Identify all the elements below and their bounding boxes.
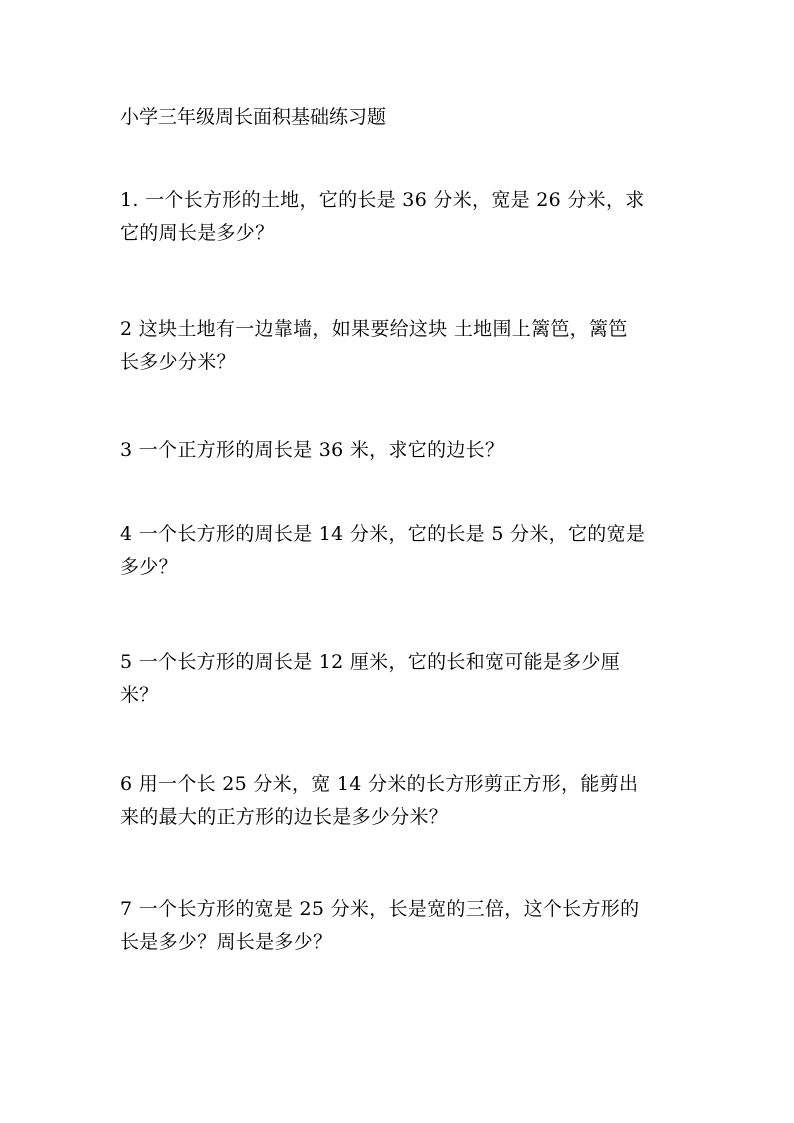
question-3	[120, 434, 680, 467]
question-2-line-2: 长多少分米？	[120, 351, 236, 373]
question-4-line-1: 4 一个长方形的周长是 14 分米，它的长是 5 分米，它的宽是	[120, 523, 646, 545]
question-7-line-2: 长是多少？周长是多少？	[120, 931, 333, 953]
question-1-line-1: 1. 一个长方形的土地，它的长是 36 分米，宽是 26 分米，求	[120, 189, 645, 211]
document-title: 小学三年级周长面积基础练习题	[120, 106, 387, 128]
question-6-line-2: 来的最大的正方形的边长是多少分米？	[120, 806, 449, 828]
question-7	[120, 893, 680, 959]
question-5	[120, 646, 680, 712]
question-1	[120, 184, 680, 250]
question-4-line-2: 多少？	[120, 556, 178, 578]
question-6-line-1: 6 用一个长 25 分米，宽 14 分米的长方形剪正方形，能剪出	[120, 773, 639, 795]
question-3-line-1: 3 一个正方形的周长是 36 米，求它的边长？	[120, 439, 505, 461]
question-2	[120, 313, 680, 379]
question-2-line-1: 2 这块土地有一边靠墙，如果要给这块 土地围上篱笆，篱笆	[120, 318, 628, 340]
question-5-line-2: 米？	[120, 684, 159, 706]
question-7-line-1: 7 一个长方形的宽是 25 分米，长是宽的三倍，这个长方形的	[120, 898, 640, 920]
question-1-line-2: 它的周长是多少？	[120, 222, 275, 244]
question-6	[120, 768, 680, 834]
question-5-line-1: 5 一个长方形的周长是 12 厘米，它的长和宽可能是多少厘	[120, 651, 621, 673]
question-4	[120, 518, 680, 584]
